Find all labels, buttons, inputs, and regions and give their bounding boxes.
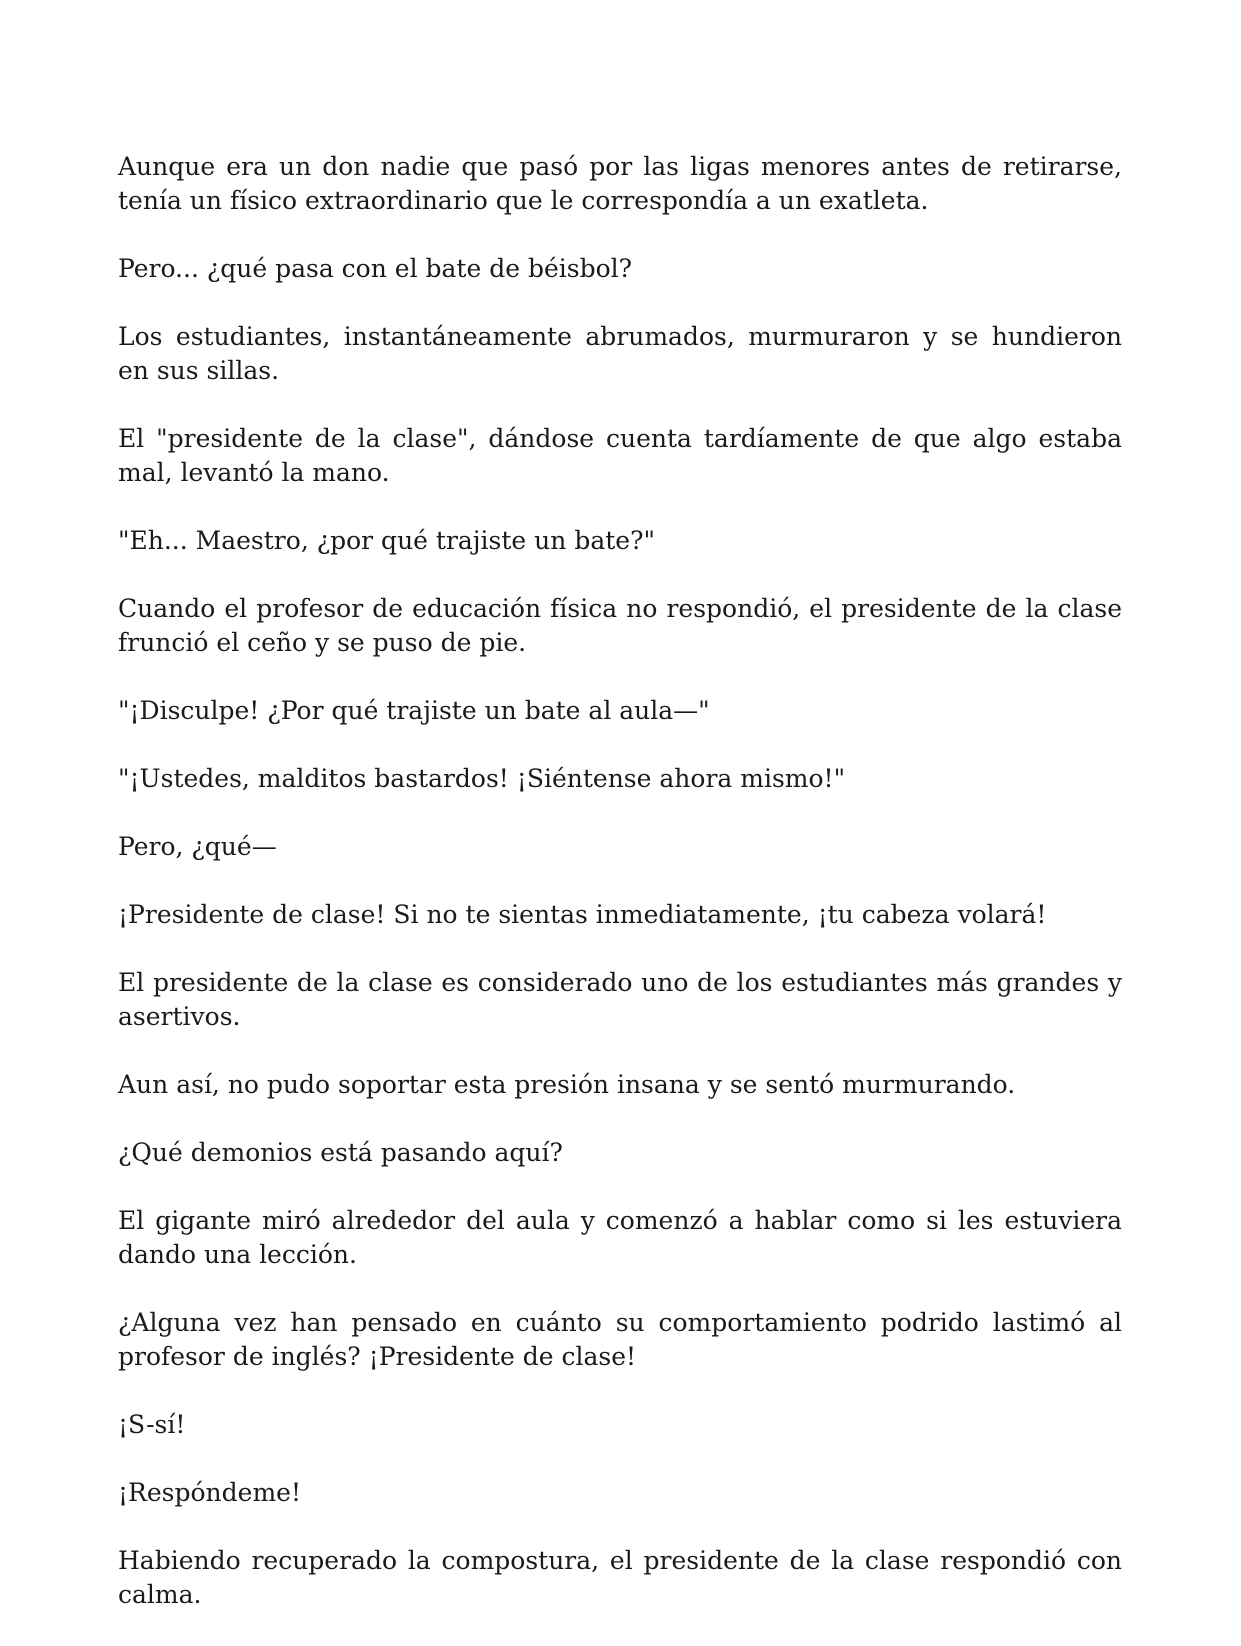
- paragraph: Habiendo recuperado la compostura, el presidente de la clase respondió con calma.: [118, 1546, 1122, 1609]
- paragraph: "¡Ustedes, malditos bastardos! ¡Siéntense ahora mismo!": [118, 764, 846, 793]
- document-body: [118, 150, 1122, 1646]
- paragraph: Pero, ¿qué—: [118, 832, 277, 861]
- paragraph: "¡Disculpe! ¿Por qué trajiste un bate al aula—": [118, 696, 710, 725]
- paragraph: Pero... ¿qué pasa con el bate de béisbol?: [118, 254, 633, 283]
- paragraph: ¡S-sí!: [118, 1410, 186, 1439]
- paragraph: ¡Respóndeme!: [118, 1478, 301, 1507]
- paragraph: Los estudiantes, instantáneamente abrumados, murmuraron y se hundieron en sus sillas.: [118, 322, 1122, 385]
- paragraph: Aunque era un don nadie que pasó por las ligas menores antes de retirarse, tenía un físico extraordinario que le correspondía a un exatleta.: [118, 152, 1122, 215]
- paragraph: Aun así, no pudo soportar esta presión insana y se sentó murmurando.: [118, 1070, 1016, 1099]
- paragraph: Cuando el profesor de educación física no respondió, el presidente de la clase frunció el ceño y se puso de pie.: [118, 594, 1122, 657]
- paragraph: ¿Qué demonios está pasando aquí?: [118, 1138, 563, 1167]
- paragraph: El "presidente de la clase", dándose cuenta tardíamente de que algo estaba mal, levantó la mano.: [118, 424, 1122, 487]
- paragraph: El gigante miró alrededor del aula y comenzó a hablar como si les estuviera dando una lección.: [118, 1206, 1122, 1269]
- paragraph: ¿Alguna vez han pensado en cuánto su comportamiento podrido lastimó al profesor de inglés? ¡Presidente de clase!: [118, 1308, 1122, 1371]
- paragraph: ¡Presidente de clase! Si no te sientas inmediatamente, ¡tu cabeza volará!: [118, 900, 1047, 929]
- paragraph: "Eh... Maestro, ¿por qué trajiste un bate?": [118, 526, 655, 555]
- paragraph: El presidente de la clase es considerado uno de los estudiantes más grandes y asertivos.: [118, 968, 1122, 1031]
